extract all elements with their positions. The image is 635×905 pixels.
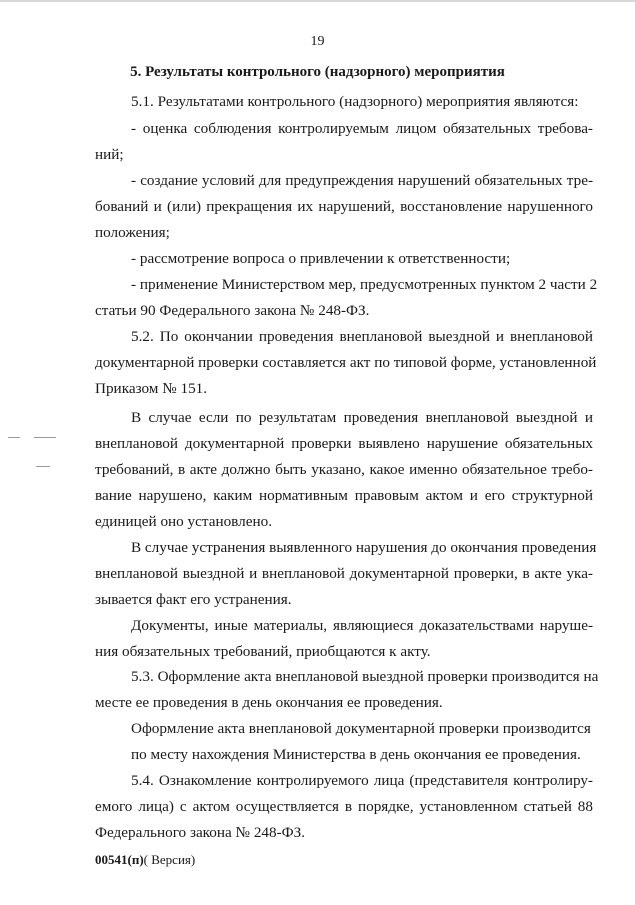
text-line: положения; xyxy=(95,224,170,241)
section-heading: 5. Результаты контрольного (надзорного) мероприятия xyxy=(130,64,505,80)
text-line: Оформление акта внеплановой документарной проверки производится xyxy=(131,720,591,737)
text-line: бований и (или) прекращения их нарушений, восстановление нарушенного xyxy=(95,198,593,215)
text-line: внеплановой документарной проверки выявлено нарушение обязательных xyxy=(95,435,593,452)
text-line: ния обязательных требований, приобщаются к акту. xyxy=(95,643,431,660)
text-line: 5.1. Результатами контрольного (надзорного) мероприятия являются: xyxy=(131,93,579,110)
scan-margin-mark xyxy=(34,437,56,438)
text-line: требований, в акте должно быть указано, какое именно обязательное требо- xyxy=(95,461,593,478)
text-line: Приказом № 151. xyxy=(95,380,208,397)
text-line: - рассмотрение вопроса о привлечении к ответственности; xyxy=(131,250,511,267)
text-line: внеплановой выездной и внеплановой документарной проверки, в акте ука- xyxy=(95,565,593,582)
page-number: 19 xyxy=(310,34,325,49)
text-line: Документы, иные материалы, являющиеся доказательствами наруше- xyxy=(131,617,593,634)
scan-margin-mark xyxy=(36,466,50,467)
text-line: месте ее проведения в день окончания ее проведения. xyxy=(95,694,443,711)
text-line: по месту нахождения Министерства в день окончания ее проведения. xyxy=(131,746,581,763)
text-line: Федерального закона № 248-ФЗ. xyxy=(95,824,306,841)
text-line: статьи 90 Федерального закона № 248-ФЗ. xyxy=(95,302,370,319)
text-line: - оценка соблюдения контролируемым лицом обязательных требова- xyxy=(131,120,593,137)
scan-top-edge xyxy=(0,0,635,2)
text-line: документарной проверки составляется акт по типовой форме, установленной xyxy=(95,354,597,371)
text-line: ний; xyxy=(95,146,124,163)
scan-margin-mark xyxy=(8,437,20,438)
text-line: - применение Министерством мер, предусмотренных пунктом 2 части 2 xyxy=(131,276,598,293)
text-line: В случае если по результатам проведения внеплановой выездной и xyxy=(131,409,593,426)
document-footer xyxy=(95,852,195,868)
text-line: - создание условий для предупреждения нарушений обязательных тре- xyxy=(131,172,593,189)
text-line: В случае устранения выявленного нарушения до окончания проведения xyxy=(131,539,597,556)
text-line: 5.2. По окончании проведения внеплановой выездной и внеплановой xyxy=(131,328,593,345)
text-line: 5.3. Оформление акта внеплановой выездной проверки производится на xyxy=(131,668,599,685)
text-line: зывается факт его устранения. xyxy=(95,591,292,608)
text-line: 5.4. Ознакомление контролируемого лица (представителя контролиру- xyxy=(131,772,593,789)
document-version: ( Версия) xyxy=(143,852,196,867)
text-line: единицей оно установлено. xyxy=(95,513,272,530)
document-code: 00541(п) xyxy=(95,852,144,867)
text-line: емого лица) с актом осуществляется в порядке, установленном статьей 88 xyxy=(95,798,593,815)
text-line: вание нарушено, каким нормативным правовым актом и его структурной xyxy=(95,487,593,504)
